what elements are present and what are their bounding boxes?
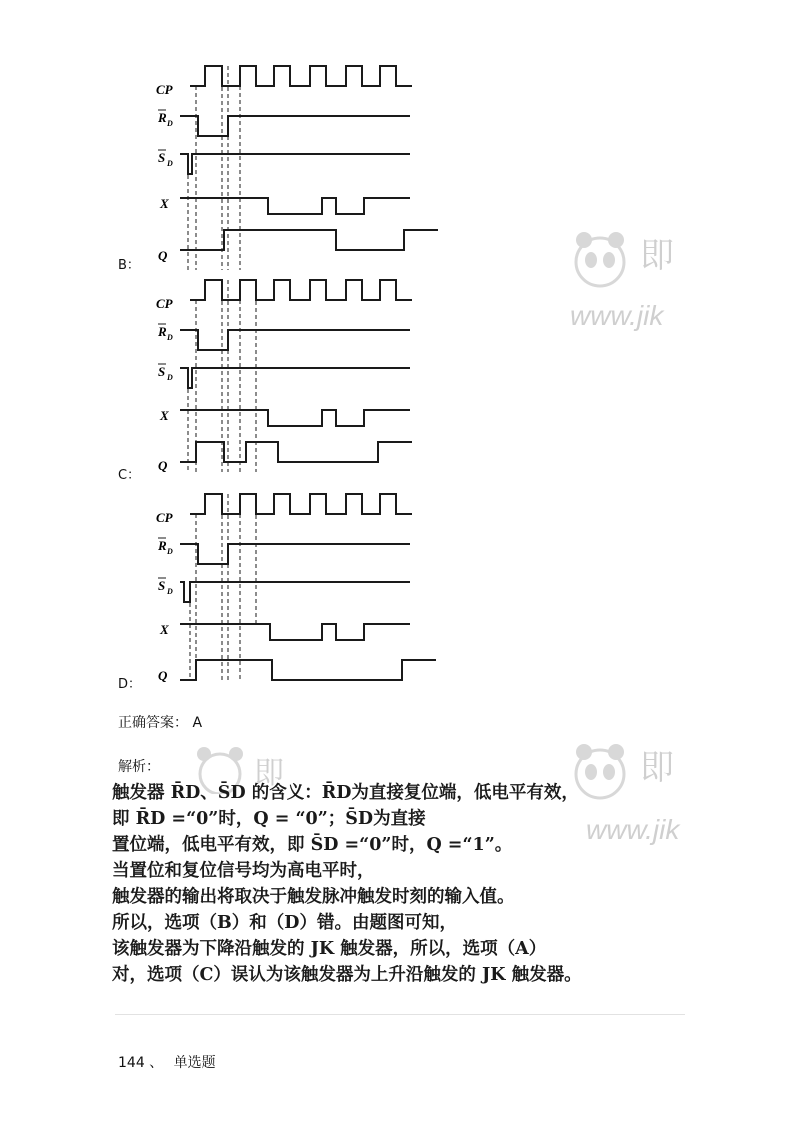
option-c-timing-diagram bbox=[150, 272, 450, 481]
watermark-brand: 即 bbox=[640, 237, 674, 275]
sd-label: S bbox=[158, 578, 166, 593]
option-b-label: B： bbox=[118, 258, 140, 273]
cp-waveform bbox=[190, 494, 412, 514]
analysis-line: 所以，选项（B）和（D）错。由题图可知， bbox=[112, 913, 457, 933]
watermark-url: www.jik bbox=[570, 300, 664, 331]
correct-answer bbox=[118, 712, 202, 732]
sd-sub-label: D bbox=[167, 587, 173, 596]
cp-label: CP bbox=[156, 510, 173, 525]
rd-label: R bbox=[158, 324, 167, 339]
analysis-line: 即 R̄D =“0”时，Q = “0”；S̄D为直接 bbox=[112, 809, 426, 829]
option-d-label: D： bbox=[118, 677, 142, 692]
analysis-line: 置位端，低电平有效，即 S̄D =“0”时，Q =“1”。 bbox=[112, 835, 513, 855]
x-waveform bbox=[180, 410, 410, 426]
sd-waveform bbox=[180, 582, 410, 602]
cp-waveform bbox=[190, 280, 412, 300]
sd-waveform bbox=[180, 368, 410, 388]
x-label: X bbox=[160, 196, 169, 211]
watermark-brand: 即 bbox=[254, 757, 284, 790]
watermark-brand: 即 bbox=[640, 749, 674, 787]
analysis-line: 当置位和复位信号均为高电平时， bbox=[112, 861, 375, 881]
x-label: X bbox=[160, 622, 169, 637]
sd-label: S bbox=[158, 364, 166, 379]
q-label: Q bbox=[158, 668, 168, 683]
x-waveform bbox=[180, 198, 410, 214]
q-waveform bbox=[180, 660, 436, 680]
x-waveform bbox=[180, 624, 410, 640]
analysis-line: 触发器的输出将取决于触发脉冲触发时刻的输入值。 bbox=[112, 887, 515, 907]
question-number: 144 bbox=[118, 1055, 145, 1071]
cp-label: CP bbox=[156, 82, 173, 97]
option-c-label: C： bbox=[118, 468, 141, 483]
x-label: X bbox=[160, 408, 169, 423]
q-waveform bbox=[180, 230, 438, 250]
analysis-text bbox=[112, 780, 632, 988]
question-separator: 、 bbox=[149, 1055, 164, 1071]
next-question-header bbox=[118, 1052, 216, 1072]
sd-waveform bbox=[180, 154, 410, 174]
watermark-url: www.jik bbox=[586, 814, 680, 845]
rd-sub-label: D bbox=[167, 333, 173, 342]
q-waveform bbox=[180, 442, 412, 462]
rd-waveform bbox=[180, 116, 410, 136]
panda-logo-icon bbox=[570, 228, 630, 292]
analysis-line: 该触发器为下降沿触发的 JK 触发器，所以，选项（A） bbox=[112, 939, 547, 959]
sd-sub-label: D bbox=[167, 373, 173, 382]
rd-sub-label: D bbox=[167, 119, 173, 128]
q-label: Q bbox=[158, 248, 168, 263]
analysis-line: 触发器 R̄D、S̄D 的含义：R̄D为直接复位端，低电平有效， bbox=[112, 783, 579, 803]
answer-label: 正确答案： bbox=[118, 715, 188, 731]
rd-sub-label: D bbox=[167, 547, 173, 556]
sd-sub-label: D bbox=[167, 159, 173, 168]
rd-waveform bbox=[180, 330, 410, 350]
analysis-label: 解析： bbox=[118, 759, 160, 775]
option-b-timing-diagram bbox=[150, 58, 450, 274]
cp-waveform bbox=[190, 66, 412, 86]
rd-label: R bbox=[158, 110, 167, 125]
answer-value: A bbox=[192, 715, 203, 731]
watermark-top bbox=[570, 228, 674, 331]
rd-waveform bbox=[180, 544, 410, 564]
option-d-timing-diagram bbox=[150, 486, 450, 695]
analysis-line: 对，选项（C）误认为该触发器为上升沿触发的 JK 触发器。 bbox=[112, 965, 582, 985]
q-label: Q bbox=[158, 458, 168, 473]
cp-label: CP bbox=[156, 296, 173, 311]
sd-label: S bbox=[158, 150, 166, 165]
question-type: 单选题 bbox=[173, 1055, 216, 1071]
section-divider bbox=[115, 1014, 685, 1015]
rd-label: R bbox=[158, 538, 167, 553]
